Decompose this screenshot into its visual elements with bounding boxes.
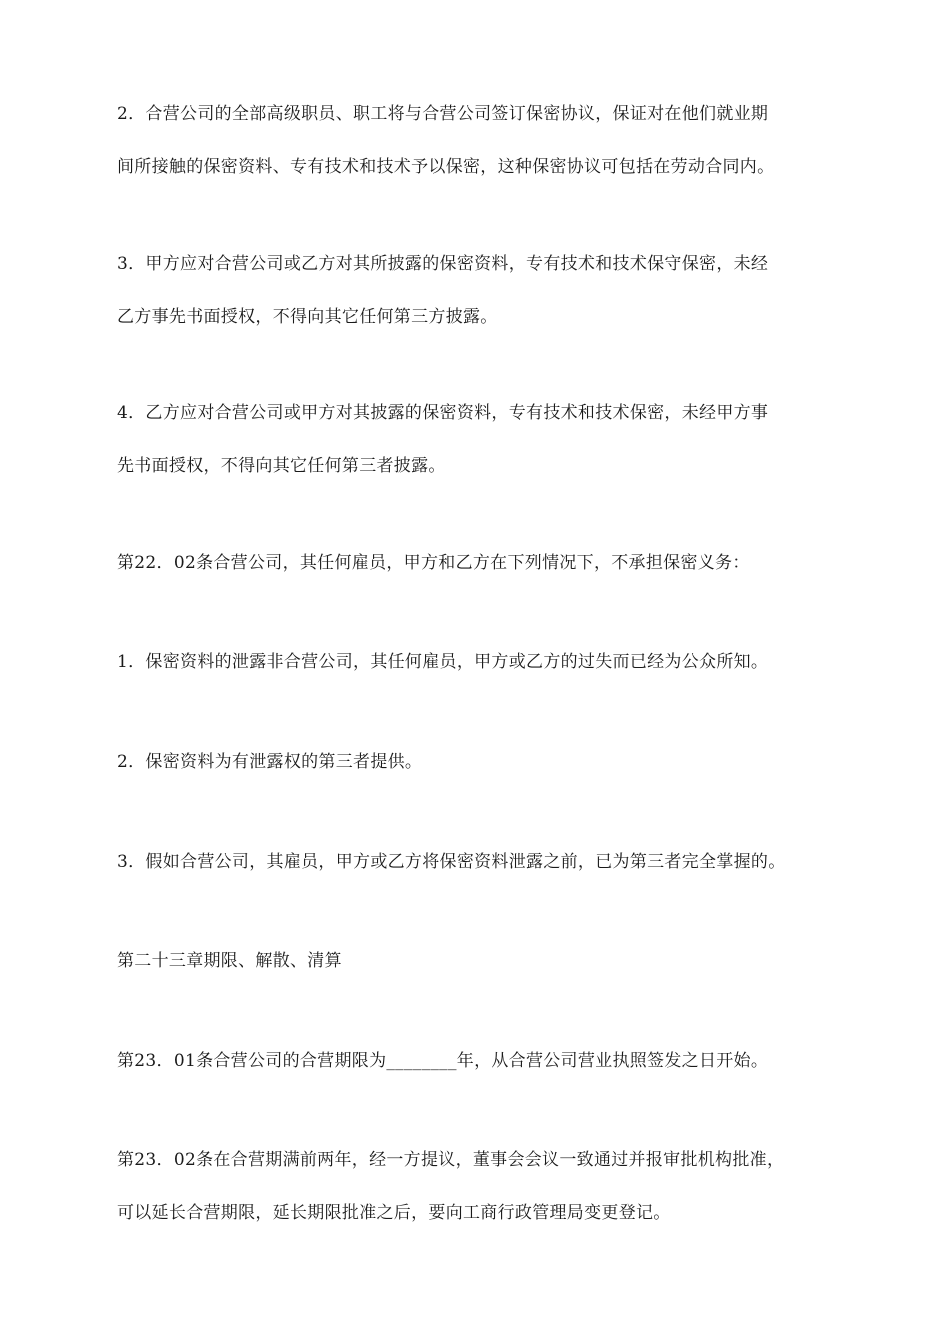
article-heading <box>117 537 857 590</box>
paragraph-line: 1．保密资料的泄露非合营公司，其任何雇员，甲方或乙方的过失而已经为公众所知。 <box>117 652 769 672</box>
paragraph-line: 第23．01条合营公司的合营期限为________年，从合营公司营业执照签发之日开始。 <box>117 1051 769 1071</box>
paragraph-line: 2．保密资料为有泄露权的第三者提供。 <box>117 752 423 772</box>
paragraph-line: 第二十三章期限、解散、清算 <box>117 951 342 971</box>
paragraph-line: 可以延长合营期限，延长期限批准之后，要向工商行政管理局变更登记。 <box>117 1203 671 1223</box>
paragraph-line: 2．合营公司的全部高级职员、职工将与合营公司签订保密协议，保证对在他们就业期 <box>117 104 769 124</box>
paragraph-line: 第22．02条合营公司，其任何雇员，甲方和乙方在下列情况下，不承担保密义务： <box>117 553 750 573</box>
paragraph-line: 4．乙方应对合营公司或甲方对其披露的保密资料，专有技术和技术保密，未经甲方事 <box>117 403 769 423</box>
clause-paragraph <box>117 387 857 493</box>
clause-paragraph <box>117 836 857 889</box>
clause-paragraph <box>117 238 857 344</box>
chapter-heading <box>117 935 857 988</box>
article-paragraph <box>117 1134 857 1240</box>
clause-paragraph <box>117 736 857 789</box>
paragraph-line: 3．甲方应对合营公司或乙方对其所披露的保密资料，专有技术和技术保守保密，未经 <box>117 254 769 274</box>
paragraph-line: 3．假如合营公司，其雇员，甲方或乙方将保密资料泄露之前，已为第三者完全掌握的。 <box>117 852 786 872</box>
paragraph-line: 乙方事先书面授权，不得向其它任何第三方披露。 <box>117 307 498 327</box>
clause-paragraph <box>117 636 857 689</box>
paragraph-line: 先书面授权，不得向其它任何第三者披露。 <box>117 456 446 476</box>
paragraph-line: 间所接触的保密资料、专有技术和技术予以保密，这种保密协议可包括在劳动合同内。 <box>117 157 775 177</box>
article-paragraph <box>117 1035 857 1088</box>
paragraph-line: 第23．02条在合营期满前两年，经一方提议，董事会会议一致通过并报审批机构批准， <box>117 1150 785 1170</box>
clause-paragraph <box>117 88 857 194</box>
